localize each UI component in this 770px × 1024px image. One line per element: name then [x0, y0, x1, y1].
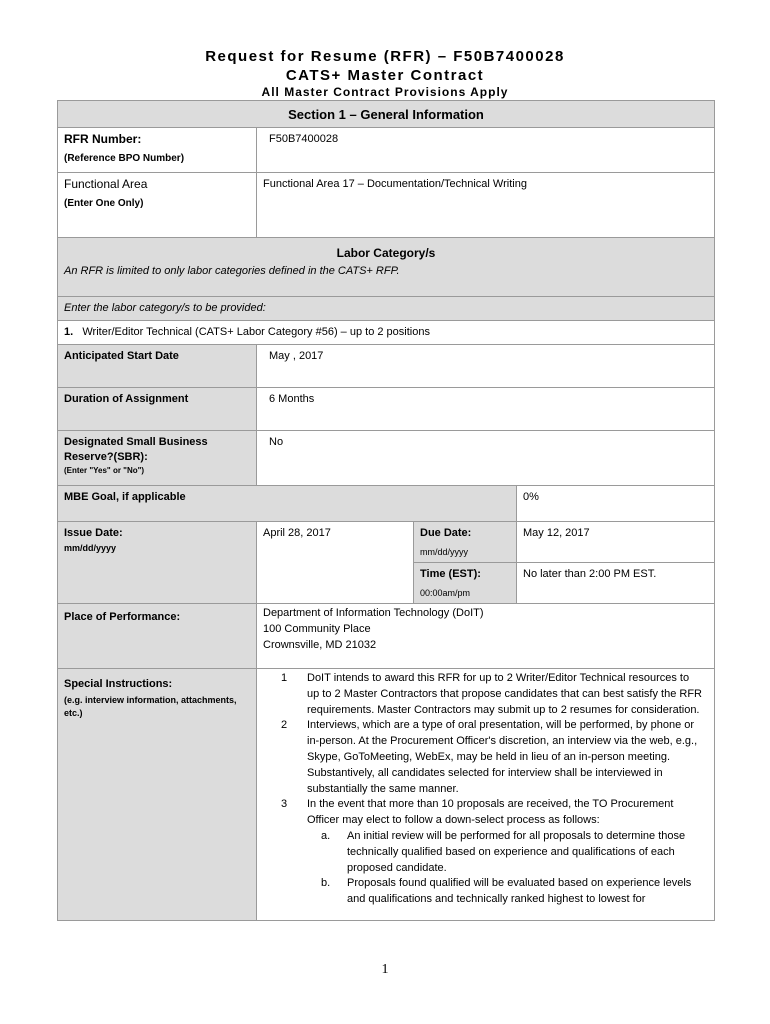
functional-area-label-cell	[57, 172, 257, 238]
rfr-number-label-cell	[57, 127, 257, 173]
place-label-cell	[57, 603, 257, 669]
mbe-label: MBE Goal, if applicable	[64, 491, 186, 503]
place-label: Place of Performance:	[64, 611, 181, 623]
place-line-3: Crownsville, MD 21032	[263, 639, 377, 651]
list-item: a. An initial review will be performed for all proposals to determine those technically qualified based on experience and qualifications of each proposed candidate.	[321, 829, 686, 874]
labor-category-item	[57, 320, 715, 345]
rfr-number-label: RFR Number:	[64, 132, 142, 146]
labor-item-number: 1.	[64, 326, 74, 338]
place-value-cell	[256, 603, 715, 669]
mbe-value: 0%	[523, 491, 539, 503]
time-value-cell	[516, 562, 715, 604]
labor-category-note: An RFR is limited to only labor categories defined in the CATS+ RFP.	[64, 265, 400, 277]
rfr-number-value-cell	[256, 127, 715, 173]
sbr-value-cell	[256, 430, 715, 486]
special-instructions-value-cell	[256, 668, 715, 921]
issue-date-label-cell	[57, 521, 257, 604]
issue-date-label: Issue Date:	[64, 527, 123, 539]
start-date-value-cell	[256, 344, 715, 388]
special-instructions-label: Special Instructions:	[64, 678, 173, 690]
time-label: Time (EST):	[420, 568, 481, 580]
labor-category-title: Labor Category/s	[336, 246, 436, 260]
document-title: Request for Resume (RFR) – F50B7400028	[205, 48, 565, 65]
mbe-label-cell	[57, 485, 517, 522]
list-item: b. Proposals found qualified will be evaluated based on experience levels and qualifications and technically ranked highest to lowest for	[321, 877, 692, 906]
special-instructions-sublabel: (e.g. interview information, attachments, etc.)	[64, 695, 237, 718]
rfr-number-sublabel: (Reference BPO Number)	[64, 153, 185, 164]
section-1-title: Section 1 – General Information	[288, 107, 484, 122]
duration-label-cell	[57, 387, 257, 431]
document-note: All Master Contract Provisions Apply	[261, 85, 509, 99]
rfr-number-value: F50B7400028	[269, 133, 339, 145]
mbe-value-cell	[516, 485, 715, 522]
list-item: 3 In the event that more than 10 proposals are received, the TO Procurement Officer may elect to follow a down-select process as follows:	[281, 798, 674, 827]
place-line-1: Department of Information Technology (DoIT)	[263, 607, 484, 619]
functional-area-sublabel: (Enter One Only)	[64, 198, 144, 209]
functional-area-value: Functional Area 17 – Documentation/Technical Writing	[263, 178, 527, 190]
functional-area-value-cell	[256, 172, 715, 238]
special-instructions-sublist	[257, 829, 702, 908]
labor-category-header	[57, 237, 715, 297]
list-item: 2 Interviews, which are a type of oral presentation, will be performed, by phone or in-person. At the Procurement Officer's discretion, an interview via the web, e.g., Skype, GoToMeeting, WebEx, may be held in lieu of an in-person meeting. Substantively, all candidates selected for interview shall be interviewed in substantially the same manner.	[281, 719, 698, 795]
sbr-label: Designated Small Business Reserve?(SBR):	[64, 436, 208, 463]
page-number: 1	[381, 962, 389, 977]
special-instructions-label-cell	[57, 668, 257, 921]
time-label-cell	[413, 562, 517, 604]
issue-date-value: April 28, 2017	[263, 527, 331, 539]
duration-value: 6 Months	[269, 393, 315, 405]
due-date-label: Due Date:	[420, 527, 472, 539]
functional-area-label: Functional Area	[64, 177, 148, 191]
sbr-label-cell	[57, 430, 257, 486]
due-date-sublabel: mm/dd/yyyy	[420, 547, 469, 557]
duration-label: Duration of Assignment	[64, 393, 189, 405]
due-date-value-cell	[516, 521, 715, 563]
due-date-value: May 12, 2017	[523, 527, 590, 539]
start-date-value: May , 2017	[269, 350, 324, 362]
due-date-label-cell	[413, 521, 517, 563]
document-subtitle: CATS+ Master Contract	[285, 67, 485, 84]
issue-date-value-cell	[256, 521, 414, 604]
place-line-2: 100 Community Place	[263, 623, 371, 635]
issue-date-sublabel: mm/dd/yyyy	[64, 543, 117, 553]
section-1-header	[57, 100, 715, 128]
labor-item-text: Writer/Editor Technical (CATS+ Labor Category #56) – up to 2 positions	[82, 326, 430, 338]
special-instructions-list	[257, 671, 702, 829]
time-value: No later than 2:00 PM EST.	[523, 568, 657, 580]
start-date-label: Anticipated Start Date	[64, 350, 179, 362]
time-sublabel: 00:00am/pm	[420, 588, 471, 598]
list-item: 1 DoIT intends to award this RFR for up to 2 Writer/Editor Technical resources to up to 2 Master Contractors that propose candidates that can best satisfy the RFR requirements. Master Contractors may submit up to 2 resumes for consideration.	[281, 672, 702, 716]
duration-value-cell	[256, 387, 715, 431]
labor-category-enter-label: Enter the labor category/s to be provided:	[57, 296, 715, 321]
start-date-label-cell	[57, 344, 257, 388]
sbr-value: No	[269, 436, 284, 448]
sbr-sublabel: (Enter "Yes" or "No")	[64, 466, 145, 475]
